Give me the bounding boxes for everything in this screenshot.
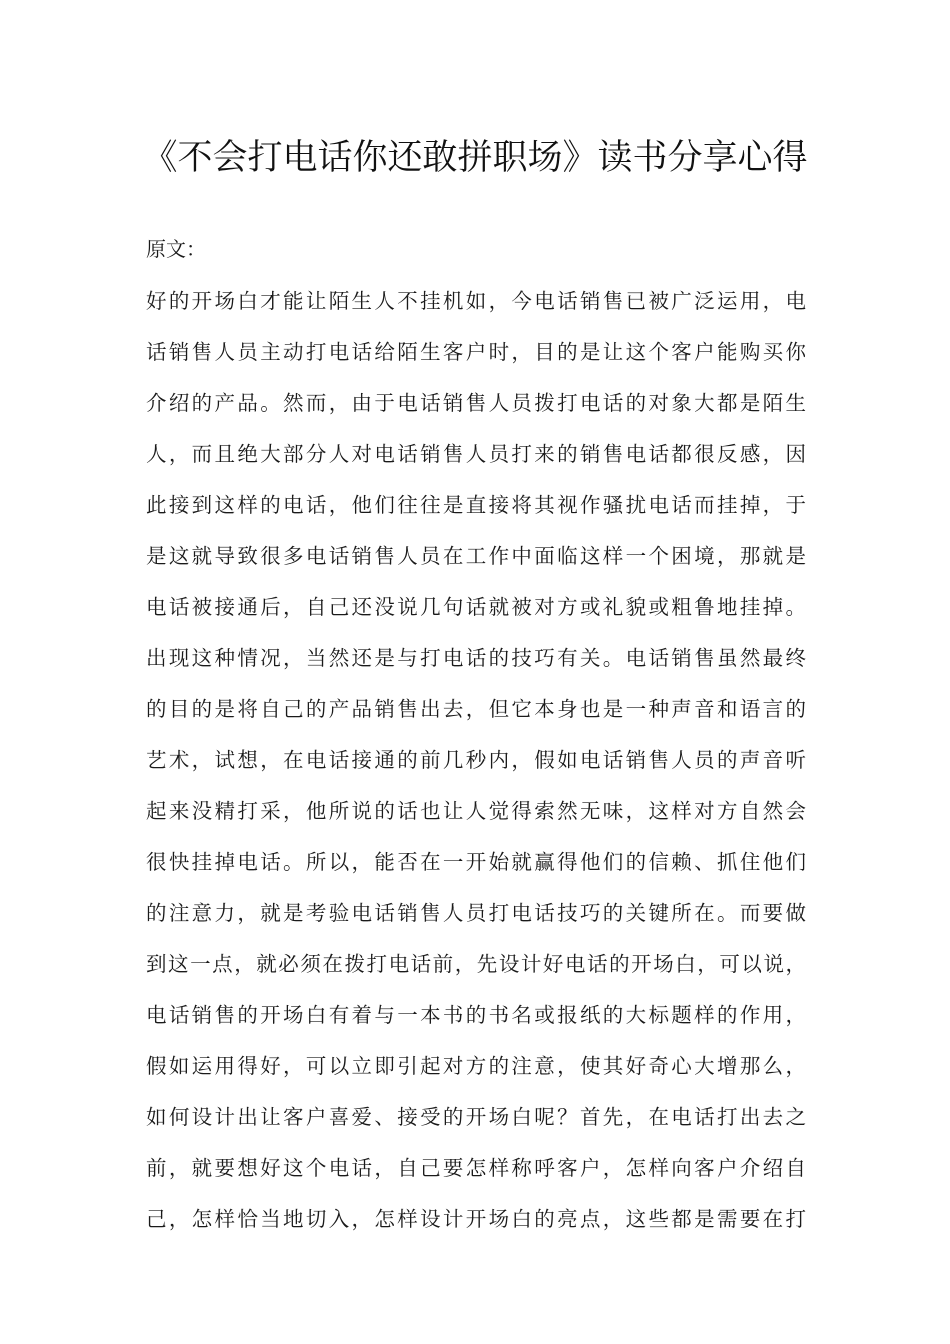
body-line: 艺术，试想，在电话接通的前几秒内，假如电话销售人员的声音听 — [146, 748, 806, 772]
body-line: 己，怎样恰当地切入，怎样设计开场白的亮点，这些都是需要在打 — [146, 1207, 806, 1231]
body-line: 的目的是将自己的产品销售出去，但它本身也是一种声音和语言的 — [146, 697, 806, 721]
body-text — [146, 284, 806, 1253]
body-line: 好的开场白才能让陌生人不挂机如，今电话销售已被广泛运用，电 — [146, 289, 806, 313]
body-line: 话销售人员主动打电话给陌生客户时，目的是让这个客户能购买你 — [146, 340, 806, 364]
body-line: 介绍的产品。然而，由于电话销售人员拨打电话的对象大都是陌生 — [146, 391, 806, 415]
body-line: 起来没精打采，他所说的话也让人觉得索然无味，这样对方自然会 — [146, 799, 806, 823]
body-line: 电话销售的开场白有着与一本书的书名或报纸的大标题样的作用， — [146, 1003, 806, 1027]
body-line: 假如运用得好，可以立即引起对方的注意，使其好奇心大增那么， — [146, 1054, 806, 1078]
document-title: 《不会打电话你还敢拼职场》读书分享心得 — [142, 138, 808, 178]
body-line: 到这一点，就必须在拨打电话前，先设计好电话的开场白，可以说， — [146, 952, 806, 976]
body-line: 电话被接通后，自己还没说几句话就被对方或礼貌或粗鲁地挂掉。 — [146, 595, 806, 619]
body-line: 前，就要想好这个电话，自己要怎样称呼客户，怎样向客户介绍自 — [146, 1156, 806, 1180]
body-line: 如何设计出让客户喜爱、接受的开场白呢？首先，在电话打出去之 — [146, 1105, 806, 1129]
section-label: 原文： — [146, 237, 206, 261]
body-line: 的注意力，就是考验电话销售人员打电话技巧的关键所在。而要做 — [146, 901, 806, 925]
body-line: 出现这种情况，当然还是与打电话的技巧有关。电话销售虽然最终 — [146, 646, 806, 670]
body-line: 很快挂掉电话。所以，能否在一开始就赢得他们的信赖、抓住他们 — [146, 850, 806, 874]
body-line: 人，而且绝大部分人对电话销售人员打来的销售电话都很反感，因 — [146, 442, 806, 466]
body-line: 此接到这样的电话，他们往往是直接将其视作骚扰电话而挂掉，于 — [146, 493, 806, 517]
body-line: 是这就导致很多电话销售人员在工作中面临这样一个困境，那就是 — [146, 544, 806, 568]
